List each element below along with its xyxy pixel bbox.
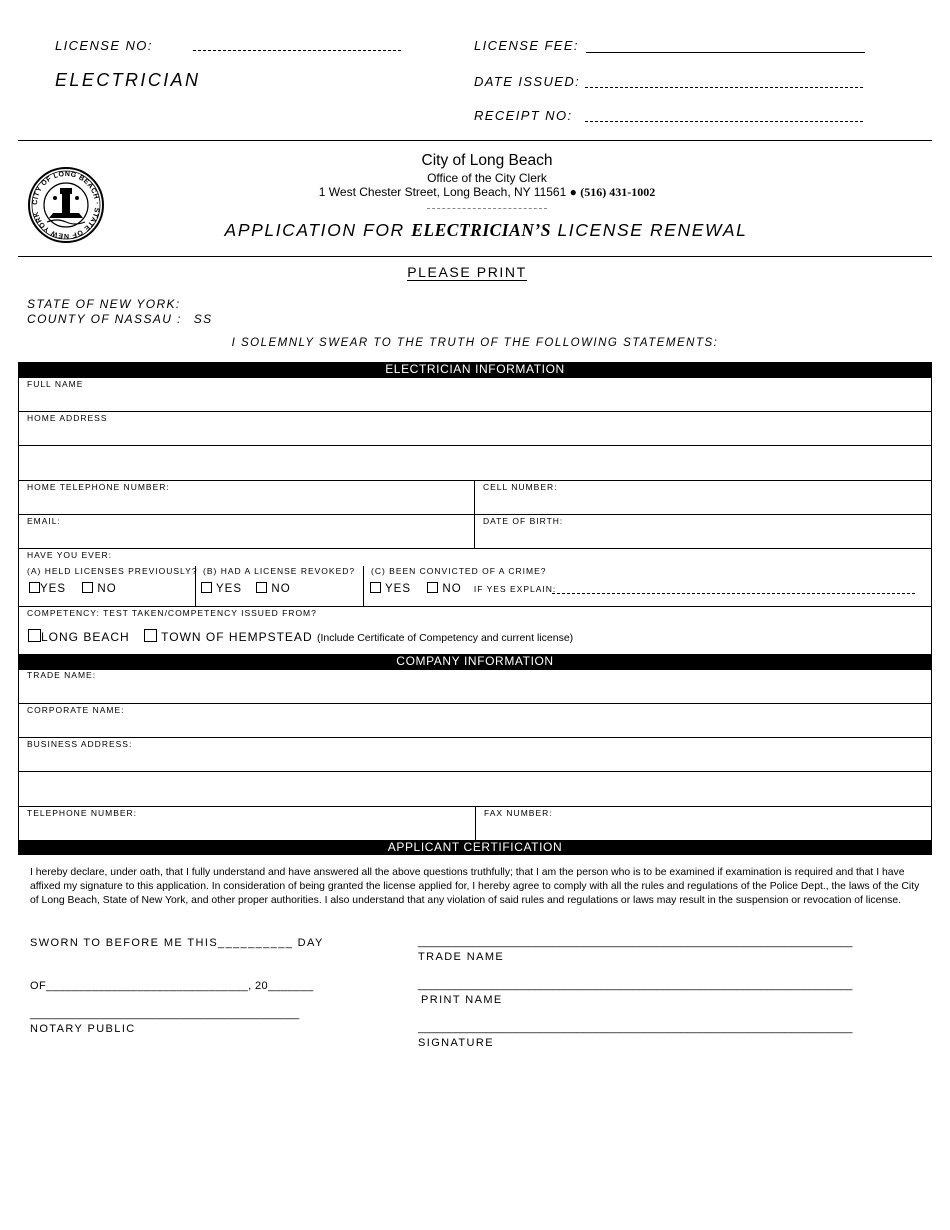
trade-name-signature-label: TRADE NAME [418,951,505,963]
business-address-label: BUSINESS ADDRESS: [27,739,133,749]
form-title [0,220,950,241]
home-address-label: HOME ADDRESS [27,413,108,423]
license-no-label: LICENSE NO: [55,38,153,53]
certification-section-header: APPLICANT CERTIFICATION [18,840,932,855]
license-no-field[interactable] [193,50,401,51]
print-name-line[interactable]: _______________________________________________________________________ [418,979,853,991]
ss-label: SS [193,312,213,326]
telephone-label: TELEPHONE NUMBER: [27,808,138,818]
yes-label: YES [216,583,243,595]
full-name-label: FULL NAME [27,379,84,389]
long-beach-label: LONG BEACH [41,630,130,644]
telephone-field[interactable] [18,806,476,841]
corporate-name-field[interactable] [18,703,932,738]
email-label: EMAIL: [27,516,61,526]
question-a-yes-checkbox[interactable] [29,582,40,593]
header-divider [18,140,932,141]
dob-label: DATE OF BIRTH: [483,516,564,526]
title-pre: APPLICATION FOR [224,220,405,240]
county-label: COUNTY OF NASSAU : SS [27,312,213,326]
question-a-label: (A) HELD LICENSES PREVIOUSLY? [27,566,198,576]
of-year-line: OF_______________________________, 20_______ [30,980,314,992]
oath-statement: I SOLEMNLY SWEAR TO THE TRUTH OF THE FOLLOWING STATEMENTS: [231,337,719,349]
no-label: NO [97,583,117,595]
home-phone-field[interactable] [18,480,475,515]
question-c-yes-checkbox[interactable] [370,582,381,593]
history-questions [18,548,932,607]
office-rule [427,208,547,209]
please-print: PLEASE PRINT [407,264,527,280]
question-c-label: (C) BEEN CONVICTED OF A CRIME? [371,566,547,576]
question-b-options [201,582,291,595]
business-address-line2-field[interactable] [18,771,932,807]
email-field[interactable] [18,514,475,549]
license-fee-field[interactable] [586,52,865,53]
question-b-yes-checkbox[interactable] [201,582,212,593]
dob-field[interactable] [474,514,932,549]
question-b-no-checkbox[interactable] [256,582,267,593]
home-address-field[interactable] [18,411,932,446]
competency-options [28,629,573,644]
hempstead-checkbox[interactable] [144,629,157,642]
title-divider [18,256,932,257]
explain-field[interactable] [552,593,915,594]
have-you-ever-label: HAVE YOU EVER: [27,550,113,560]
fax-label: FAX NUMBER: [484,808,553,818]
question-divider [363,566,364,607]
business-address-field[interactable] [18,737,932,772]
no-label: NO [271,583,291,595]
question-a-no-checkbox[interactable] [82,582,93,593]
certification-text: I hereby declare, under oath, that I fully understand and have answered all the above questions truthfully; that I am the person who is to be examined if examination is required and that I have affixed my signature to this application. In consideration of being granted the license applied for, I hereby agree to comply with all the rules and regulations of the Police Dept., the laws of the City of Long Beach, State of New York, and other proper authorities. I also understand that any violation of said rules and regulations or laws may result in the suspension or revocation of license. [30,867,920,906]
trade-name-signature-line[interactable]: _______________________________________________________________________ [418,936,853,948]
office-address [0,185,950,200]
company-section-header: COMPANY INFORMATION [18,654,932,669]
state-label: STATE OF NEW YORK: [27,297,181,311]
full-name-field[interactable] [18,377,932,412]
cell-number-label: CELL NUMBER: [483,482,558,492]
no-label: NO [442,583,462,595]
license-fee-label: LICENSE FEE: [474,38,579,53]
competency-note: (Include Certificate of Competency and current license) [316,632,574,644]
title-trade: ELECTRICIAN’S [411,220,551,240]
trade-name-label: TRADE NAME: [27,670,97,680]
question-c-options [370,582,556,595]
hempstead-label: TOWN OF HEMPSTEAD [161,630,313,644]
notary-public-label: NOTARY PUBLIC [30,1023,136,1035]
title-post: LICENSE RENEWAL [557,220,748,240]
receipt-no-field[interactable] [585,121,863,122]
office-phone: (516) 431-1002 [580,185,656,199]
receipt-no-label: RECEIPT NO: [474,108,573,123]
if-yes-label: IF YES EXPLAIN: [473,584,557,594]
long-beach-checkbox[interactable] [28,629,41,642]
office-street: 1 West Chester Street, Long Beach, NY 11561 ● [318,185,577,199]
print-name-label: PRINT NAME [421,994,503,1006]
date-issued-label: DATE ISSUED: [474,74,581,89]
license-type: ELECTRICIAN [55,70,201,90]
home-address-line2-field[interactable] [18,445,932,481]
question-a-options [29,582,117,595]
sworn-line: SWORN TO BEFORE ME THIS__________ DAY [30,937,324,949]
cell-number-field[interactable] [474,480,932,515]
date-issued-field[interactable] [585,87,863,88]
home-phone-label: HOME TELEPHONE NUMBER: [27,482,170,492]
city-name: City of Long Beach [421,152,553,169]
competency-row [18,606,932,655]
office-name: Office of the City Clerk [427,171,547,185]
corporate-name-label: CORPORATE NAME: [27,705,125,715]
fax-field[interactable] [475,806,932,841]
signature-label: SIGNATURE [418,1037,494,1049]
electrician-section-header: ELECTRICIAN INFORMATION [18,362,932,377]
svg-text:CITY OF LONG BEACH · STATE OF: CITY OF LONG BEACH · STATE OF NEW YORK [31,170,101,240]
competency-label: COMPETENCY: TEST TAKEN/COMPETENCY ISSUED FROM? [27,608,317,618]
question-c-no-checkbox[interactable] [427,582,438,593]
signature-line[interactable]: _______________________________________________________________________ [418,1022,853,1034]
notary-signature-line[interactable]: ____________________________________________ [30,1008,300,1020]
question-b-label: (B) HAD A LICENSE REVOKED? [203,566,356,576]
yes-label: YES [385,583,412,595]
yes-label: YES [40,583,67,595]
trade-name-field[interactable] [18,669,932,704]
